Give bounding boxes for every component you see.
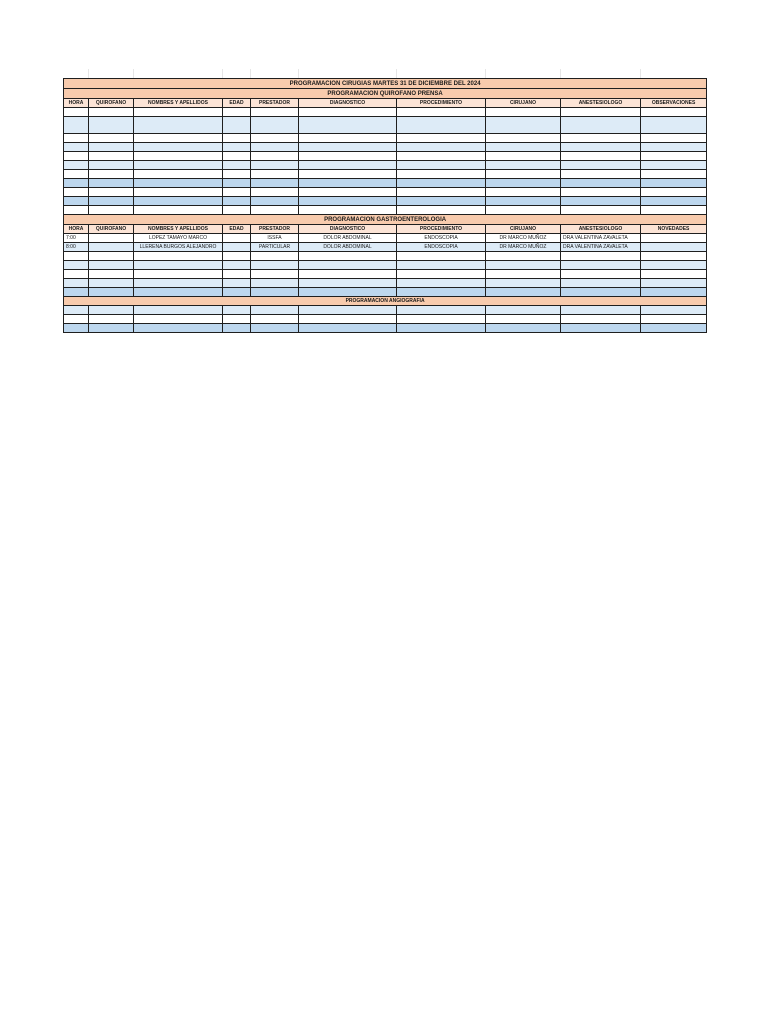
table-row bbox=[64, 288, 707, 297]
section-title-row bbox=[64, 89, 707, 99]
column-header: NOMBRES Y APELLIDOS bbox=[134, 99, 223, 108]
table-row bbox=[64, 315, 707, 324]
table-row bbox=[64, 279, 707, 288]
column-header: OBSERVACIONES bbox=[641, 99, 707, 108]
column-header: EDAD bbox=[223, 99, 251, 108]
schedule-title-row bbox=[64, 79, 707, 89]
cell-prestador: PARTICULAR bbox=[251, 243, 299, 252]
cell-cirujano: DR MARCO MUÑOZ bbox=[486, 234, 561, 243]
surgery-schedule-table bbox=[63, 78, 707, 333]
column-header: ANESTESIOLOGO bbox=[561, 99, 641, 108]
table-row bbox=[64, 324, 707, 333]
table-row bbox=[64, 134, 707, 143]
table-row bbox=[64, 143, 707, 152]
surgery-schedule-sheet bbox=[63, 78, 706, 333]
schedule-title: PROGRAMACION CIRUGIAS MARTES 31 DE DICIEMBRE DEL 2024 bbox=[64, 79, 707, 89]
table-row bbox=[64, 252, 707, 261]
table-row bbox=[64, 161, 707, 170]
table-row bbox=[64, 206, 707, 215]
table-row bbox=[64, 197, 707, 206]
cell-edad bbox=[223, 234, 251, 243]
table-row bbox=[64, 306, 707, 315]
section-title-gastroenterologia: PROGRAMACION GASTROENTEROLOGIA bbox=[64, 215, 707, 225]
column-header: QUIROFANO bbox=[89, 225, 134, 234]
column-header: EDAD bbox=[223, 225, 251, 234]
section-title-angiografia: PROGRAMACION ANGIOGRAFIA bbox=[64, 297, 707, 306]
section-title-quirofano-prensa: PROGRAMACION QUIROFANO PRENSA bbox=[64, 89, 707, 99]
column-header-row bbox=[64, 99, 707, 108]
table-row bbox=[64, 243, 707, 252]
cell-hora: 7:00 bbox=[64, 234, 89, 243]
column-header-row bbox=[64, 225, 707, 234]
table-row bbox=[64, 188, 707, 197]
cell-procedimiento: ENDOSCOPIA bbox=[397, 243, 486, 252]
cell-nombres: LOPEZ TAMAYO MARCO bbox=[134, 234, 223, 243]
column-header: CIRUJANO bbox=[486, 99, 561, 108]
cell-anestesiologo: DRA VALENTINA ZAVALETA bbox=[561, 243, 641, 252]
cell-diagnostico: DOLOR ABDOMINAL bbox=[299, 243, 397, 252]
column-header: DIAGNOSTICO bbox=[299, 225, 397, 234]
table-row bbox=[64, 270, 707, 279]
cell-novedades bbox=[641, 234, 707, 243]
table-row bbox=[64, 152, 707, 161]
column-header: HORA bbox=[64, 99, 89, 108]
table-row bbox=[64, 108, 707, 117]
table-row bbox=[64, 179, 707, 188]
column-header: PRESTADOR bbox=[251, 99, 299, 108]
cell-anestesiologo: DRA VALENTINA ZAVALETA bbox=[561, 234, 641, 243]
table-row bbox=[64, 170, 707, 179]
column-header: ANESTESIOLOGO bbox=[561, 225, 641, 234]
sheet-gridline-row bbox=[63, 69, 706, 78]
column-header: PRESTADOR bbox=[251, 225, 299, 234]
cell-edad bbox=[223, 243, 251, 252]
cell-novedades bbox=[641, 243, 707, 252]
cell-cirujano: DR MARCO MUÑOZ bbox=[486, 243, 561, 252]
column-header: NOVEDADES bbox=[641, 225, 707, 234]
column-header: CIRUJANO bbox=[486, 225, 561, 234]
cell-nombres: LLERENA BURGOS ALEJANDRO bbox=[134, 243, 223, 252]
column-header: PROCEDIMIENTO bbox=[397, 99, 486, 108]
cell-prestador: ISSFA bbox=[251, 234, 299, 243]
column-header: DIAGNOSTICO bbox=[299, 99, 397, 108]
table-row bbox=[64, 234, 707, 243]
section-title-row bbox=[64, 297, 707, 306]
cell-procedimiento: ENDOSCOPIA bbox=[397, 234, 486, 243]
cell-quirofano bbox=[89, 234, 134, 243]
column-header: QUIROFANO bbox=[89, 99, 134, 108]
cell-quirofano bbox=[89, 243, 134, 252]
table-row bbox=[64, 261, 707, 270]
column-header: HORA bbox=[64, 225, 89, 234]
cell-hora: 8:00 bbox=[64, 243, 89, 252]
column-header: PROCEDIMIENTO bbox=[397, 225, 486, 234]
section-title-row bbox=[64, 215, 707, 225]
column-header: NOMBRES Y APELLIDOS bbox=[134, 225, 223, 234]
cell-diagnostico: DOLOR ABDOMINAL bbox=[299, 234, 397, 243]
table-row bbox=[64, 117, 707, 134]
